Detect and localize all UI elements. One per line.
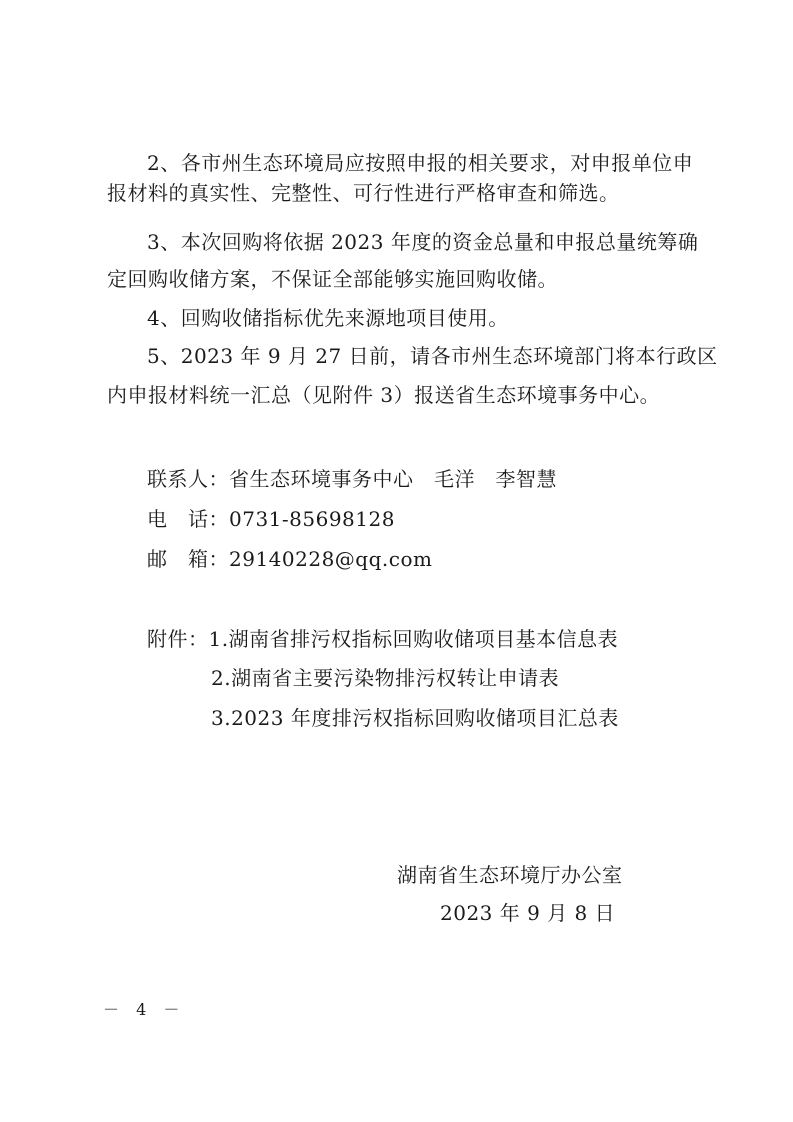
attachment-item-2: 2.湖南省主要污染物排污权转让申请表 [211,666,560,690]
paragraph-4-line-1: 4、回购收储指标优先来源地项目使用。 [147,306,509,330]
contact-email: 邮 箱：29140228@qq.com [147,547,433,571]
signature-date: 2023 年 9 月 8 日 [440,901,616,925]
contact-phone: 电 话：0731-85698128 [147,507,395,531]
paragraph-3-line-2: 定回购收储方案，不保证全部能够实施回购收储。 [107,267,558,291]
paragraph-5-line-1: 5、2023 年 9 月 27 日前，请各市州生态环境部门将本行政区 [147,344,718,368]
attachment-item-1: 附件：1.湖南省排污权指标回购收储项目基本信息表 [147,627,619,651]
paragraph-5-line-2: 内申报材料统一汇总（见附件 3）报送省生态环境事务中心。 [107,383,661,407]
page-number: － 4 － [103,1000,186,1019]
paragraph-2-line-1: 2、各市州生态环境局应按照申报的相关要求，对申报单位申 [147,151,694,175]
paragraph-2-line-2: 报材料的真实性、完整性、可行性进行严格审查和筛选。 [107,181,620,205]
signature-org: 湖南省生态环境厅办公室 [397,863,623,887]
contact-person: 联系人：省生态环境事务中心 毛洋 李智慧 [147,467,557,491]
attachment-item-3: 3.2023 年度排污权指标回购收储项目汇总表 [211,706,619,730]
paragraph-3-line-1: 3、本次回购将依据 2023 年度的资金总量和申报总量统筹确 [147,230,699,254]
